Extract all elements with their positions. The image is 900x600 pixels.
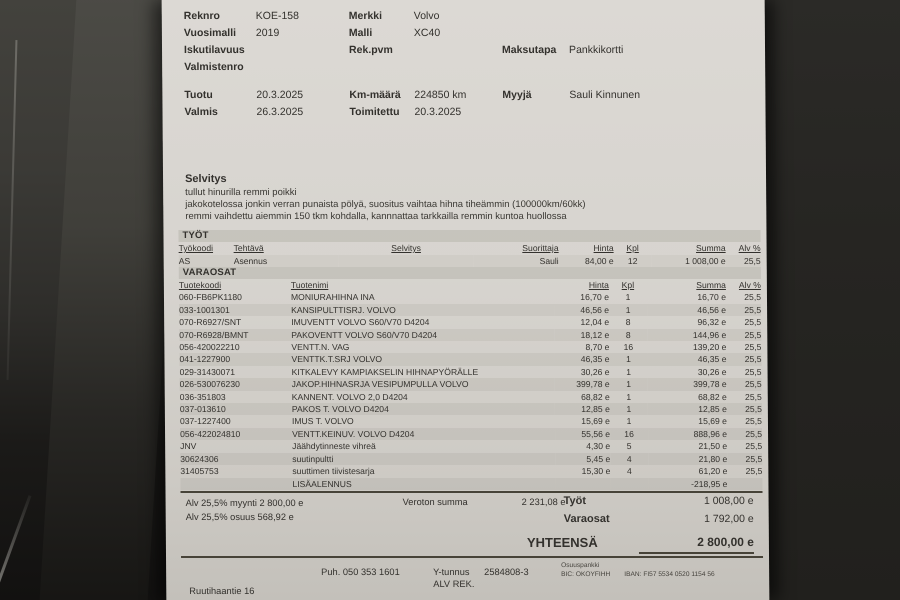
part-price: 399,78 e (555, 378, 610, 390)
part-vat: 25,5 (727, 428, 762, 440)
work-vat: 25,5 (726, 255, 761, 267)
parts-table-row (180, 428, 762, 440)
parts-table-row (179, 291, 761, 303)
part-price: 30,26 e (580, 366, 610, 377)
part-vat: 25,5 (744, 292, 762, 303)
part-name: VENTTK.T.SRJ VOLVO (291, 353, 554, 365)
bank-name: Osuuspankki (561, 562, 600, 569)
toimitettu-value: 20.3.2025 (414, 106, 462, 118)
valmistenro-label: Valmistenro (184, 61, 244, 73)
part-sum: 61,20 e (698, 466, 728, 477)
part-price: 68,82 e (581, 391, 610, 402)
labor-total-value: 1 008,00 e (703, 495, 754, 507)
maksutapa-label: Maksutapa (501, 44, 557, 56)
malli-value: XC40 (413, 27, 441, 39)
selvitys-line: jakokotelossa jonkin verran punaista pölyä, suositus vaihtaa hihna tiheämmin (100000km/60kk) (185, 199, 586, 210)
vuosimalli-value: 2019 (255, 27, 280, 39)
part-vat: 25,5 (744, 317, 762, 328)
part-price: 55,56 e (555, 428, 610, 440)
part-qty: 8 (609, 329, 647, 341)
tuotu-value: 20.3.2025 (256, 89, 304, 101)
myyja-label: Myyjä (502, 89, 532, 101)
part-code: JNV (180, 441, 197, 452)
part-vat: 25,5 (727, 403, 762, 415)
part-name: suutinpultti (292, 453, 555, 465)
tyot-row (179, 255, 761, 267)
col-summa: Summa (695, 243, 726, 253)
col-kpl: Kpl (621, 279, 635, 290)
part-price: 15,69 e (581, 416, 610, 427)
part-vat (727, 478, 762, 490)
part-vat: 25,5 (744, 391, 762, 402)
part-code: 060-FB6PK1180 (178, 292, 242, 303)
vehicle-header (184, 8, 745, 121)
col-hinta: Hinta (593, 243, 614, 253)
maksutapa-value: Pankkikortti (568, 44, 624, 56)
col-tehtava: Tehtävä (233, 243, 264, 253)
part-qty: 8 (625, 317, 631, 328)
part-name: MONIURAHIHNA INA (290, 292, 375, 303)
tables-section (178, 230, 762, 493)
part-sum: 399,78 e (648, 378, 727, 390)
part-price: 4,30 e (586, 441, 611, 452)
part-code: 029-31430071 (179, 366, 236, 377)
tyot-section-label: TYÖT (178, 230, 760, 242)
part-qty: 1 (610, 403, 648, 415)
parts-table-row (179, 353, 761, 365)
grand-total-value: 2 800,00 e (639, 534, 754, 554)
part-price: 46,35 e (554, 353, 609, 365)
part-sum: 46,56 e (647, 304, 726, 316)
tyot-table (179, 242, 761, 267)
selvitys-line: remmi vaihdettu aiemmin 150 tkm kohdalla, kannnattaa tarkkailla remmin kuntoa huollossa (185, 211, 567, 222)
parts-table-row (180, 440, 762, 452)
parts-table-row (180, 391, 762, 403)
part-price: 15,30 e (581, 466, 611, 477)
part-price: 5,45 e (555, 453, 610, 465)
part-qty: 4 (610, 453, 648, 465)
part-name: KANNENT. VOLVO 2,0 D4204 (291, 391, 408, 402)
part-code: 037-1227400 (179, 416, 231, 427)
part-name: KITKALEVY KAMPIAKSELIN HIHNAPYÖRÄLLE (291, 366, 479, 377)
part-sum: 46,35 e (647, 353, 726, 365)
part-price (555, 478, 610, 490)
part-name: suuttimen tiivistesarja (292, 466, 375, 477)
vat-share-line: Alv 25,5% osuus 568,92 e (185, 512, 294, 522)
header-row (184, 42, 744, 59)
part-price: 16,70 e (580, 292, 610, 303)
part-sum: -218,95 e (648, 478, 727, 490)
header-row (184, 25, 744, 42)
part-code: 070-R6928/BMNT (179, 329, 291, 341)
part-code: 056-420022210 (179, 342, 240, 353)
work-selvitys (339, 255, 474, 267)
part-sum: 21,50 e (698, 441, 728, 452)
valmistenro-value (256, 59, 349, 76)
col-tuotenimi: Tuotenimi (290, 279, 329, 290)
part-vat: 25,5 (726, 329, 761, 341)
bank-bic: BIC: OKOYFIHH (561, 570, 611, 578)
invoice-content (162, 0, 770, 600)
part-qty (610, 478, 648, 490)
parts-table-row (180, 478, 762, 490)
part-sum: 12,85 e (648, 403, 727, 415)
surface-seam (7, 40, 18, 380)
myyja-value: Sauli Kinnunen (569, 89, 641, 101)
net-sum-value: 2 231,08 e (521, 497, 566, 507)
part-vat: 25,5 (727, 453, 762, 465)
work-worker: Sauli (474, 255, 559, 267)
parts-table-row (180, 453, 762, 465)
vat-sales-line: Alv 25,5% myynti 2 800,00 e (185, 498, 304, 508)
part-vat: 25,5 (744, 366, 762, 377)
part-vat: 25,5 (745, 441, 763, 452)
part-price: 8,70 e (585, 342, 610, 353)
part-sum: 21,80 e (648, 453, 727, 465)
selvitys-line: tullut hinurilla remmi poikki (185, 187, 297, 198)
part-qty: 5 (626, 441, 632, 452)
part-qty: 16 (610, 428, 648, 440)
part-qty: 4 (626, 466, 632, 477)
bank-details (561, 562, 715, 579)
col-alv: Alv % (738, 279, 761, 290)
parts-table-row (180, 465, 762, 477)
part-name: JAKOP.HIHNASRJA VESIPUMPULLA VOLVO (292, 378, 555, 390)
work-task: Asennus (234, 255, 339, 267)
part-vat: 25,5 (726, 353, 761, 365)
part-code (180, 478, 292, 490)
part-vat: 25,5 (726, 304, 761, 316)
part-name: VENTT.N. VAG (291, 342, 350, 353)
header-row (184, 59, 744, 76)
col-suorittaja: Suorittaja (522, 243, 559, 253)
part-qty: 1 (626, 416, 632, 427)
part-qty: 1 (609, 353, 647, 365)
part-vat: 25,5 (745, 466, 763, 477)
toimitettu-label: Toimitettu (349, 106, 400, 118)
col-alv: Alv % (738, 243, 761, 253)
part-sum: 888,96 e (648, 428, 727, 440)
part-code: 037-013610 (180, 403, 292, 415)
work-price: 84,00 e (559, 255, 614, 267)
work-code: AS (179, 255, 234, 267)
work-sum: 1 008,00 e (652, 255, 726, 267)
valmis-label: Valmis (184, 106, 218, 118)
parts-table-row (179, 329, 761, 341)
col-kpl: Kpl (626, 243, 639, 253)
part-vat: 25,5 (744, 342, 762, 353)
selvitys-title: Selvitys (185, 173, 227, 185)
part-name: IMUVENTT VOLVO S60/V70 D4204 (291, 317, 430, 328)
part-sum: 68,82 e (698, 391, 727, 402)
part-name: IMUS T. VOLVO (291, 416, 354, 427)
tyot-header-row (179, 242, 761, 255)
part-name: KANSIPULTTISRJ. VOLVO (291, 304, 554, 316)
part-code: 30624306 (180, 453, 292, 465)
bank-iban: IBAN: FI57 5534 0520 1154 56 (624, 570, 715, 578)
parts-table-row (180, 378, 762, 390)
grand-total-label: YHTEENSÄ (526, 535, 598, 550)
phone-number: Puh. 050 353 1601 (321, 567, 400, 577)
part-qty: 1 (609, 304, 647, 316)
malli-label: Malli (348, 27, 373, 39)
parts-table-row (179, 341, 761, 353)
part-price: 12,85 e (555, 403, 610, 415)
part-code: 070-R6927/SNT (179, 317, 242, 328)
col-hinta: Hinta (588, 279, 609, 290)
vat-registered-text: ALV REK. (433, 579, 475, 589)
col-tuotekoodi: Tuotekoodi (178, 279, 222, 290)
part-sum: 144,96 e (647, 329, 726, 341)
valmis-value: 26.3.2025 (256, 106, 304, 118)
part-sum: 139,20 e (692, 342, 727, 353)
col-summa: Summa (696, 279, 726, 290)
business-id-label: Y-tunnus (433, 567, 470, 577)
net-sum-label: Veroton summa (402, 497, 468, 507)
part-sum: 96,32 e (697, 317, 727, 328)
part-code: 036-351803 (179, 391, 226, 402)
parts-table-row (180, 366, 762, 378)
kmmaara-label: Km-määrä (349, 89, 401, 101)
reknro-label: Reknro (183, 10, 221, 22)
part-price: 12,04 e (580, 317, 610, 328)
totals-section (181, 492, 764, 556)
part-qty: 1 (626, 366, 631, 377)
part-name: VENTT.KEINUV. VOLVO D4204 (292, 428, 555, 440)
parts-total-value: 1 792,00 e (704, 513, 754, 525)
part-name: PAKOS T. VOLVO D4204 (292, 403, 555, 415)
reknro-value: KOE-158 (255, 10, 300, 22)
part-vat: 25,5 (727, 378, 762, 390)
footer-section (181, 556, 763, 596)
parts-table-row (180, 415, 762, 427)
part-qty: 16 (623, 342, 634, 353)
part-name: LISÄALENNUS (292, 478, 555, 490)
part-sum: 30,26 e (697, 366, 727, 377)
surface-streak (0, 495, 31, 600)
part-name: Jäähdytinneste vihreä (292, 441, 376, 452)
part-code: 31405753 (180, 466, 219, 477)
header-row (184, 8, 744, 25)
rekpvm-value (414, 42, 502, 59)
part-sum: 16,70 e (697, 292, 727, 303)
part-sum: 15,69 e (698, 416, 727, 427)
part-code: 041-1227900 (179, 353, 291, 365)
vuosimalli-label: Vuosimalli (183, 27, 237, 39)
labor-total-label: Työt (563, 495, 587, 507)
varaosat-table (179, 279, 763, 490)
kmmaara-value: 224850 km (414, 89, 467, 101)
part-qty: 1 (625, 292, 631, 303)
part-price: 18,12 e (554, 329, 609, 341)
parts-table-row (179, 304, 761, 316)
part-qty: 1 (610, 378, 648, 390)
street-address: Ruutihaantie 16 (189, 586, 255, 596)
merkki-value: Volvo (413, 10, 440, 22)
part-name: PAKOVENTT VOLVO S60/V70 D4204 (291, 329, 554, 341)
dark-surface-right (750, 0, 900, 600)
part-price: 46,56 e (554, 304, 609, 316)
business-id-value: 2584808-3 (484, 567, 529, 577)
merkki-label: Merkki (348, 10, 383, 22)
work-qty: 12 (614, 255, 652, 267)
parts-total-label: Varaosat (563, 513, 610, 525)
iskutilavuus-label: Iskutilavuus (183, 44, 245, 56)
part-vat: 25,5 (745, 416, 762, 427)
varaosat-header-row (179, 279, 761, 292)
header-row (184, 87, 744, 104)
parts-table-row (179, 316, 761, 328)
varaosat-section-label: VARAOSAT (179, 267, 761, 279)
iskutilavuus-value (256, 42, 349, 59)
col-selvitys: Selvitys (391, 243, 421, 253)
part-code: 026-530076230 (180, 378, 292, 390)
col-tyokoodi: Työkoodi (178, 243, 214, 253)
selvitys-section (185, 172, 745, 223)
header-row (184, 104, 744, 121)
part-code: 056-422024810 (180, 428, 292, 440)
rekpvm-label: Rek.pvm (348, 44, 393, 56)
tuotu-label: Tuotu (184, 89, 213, 101)
dark-surface-left (0, 0, 172, 600)
parts-table-row (180, 403, 762, 415)
invoice-document (162, 0, 770, 600)
part-code: 033-1001301 (179, 304, 291, 316)
part-qty: 1 (626, 391, 632, 402)
